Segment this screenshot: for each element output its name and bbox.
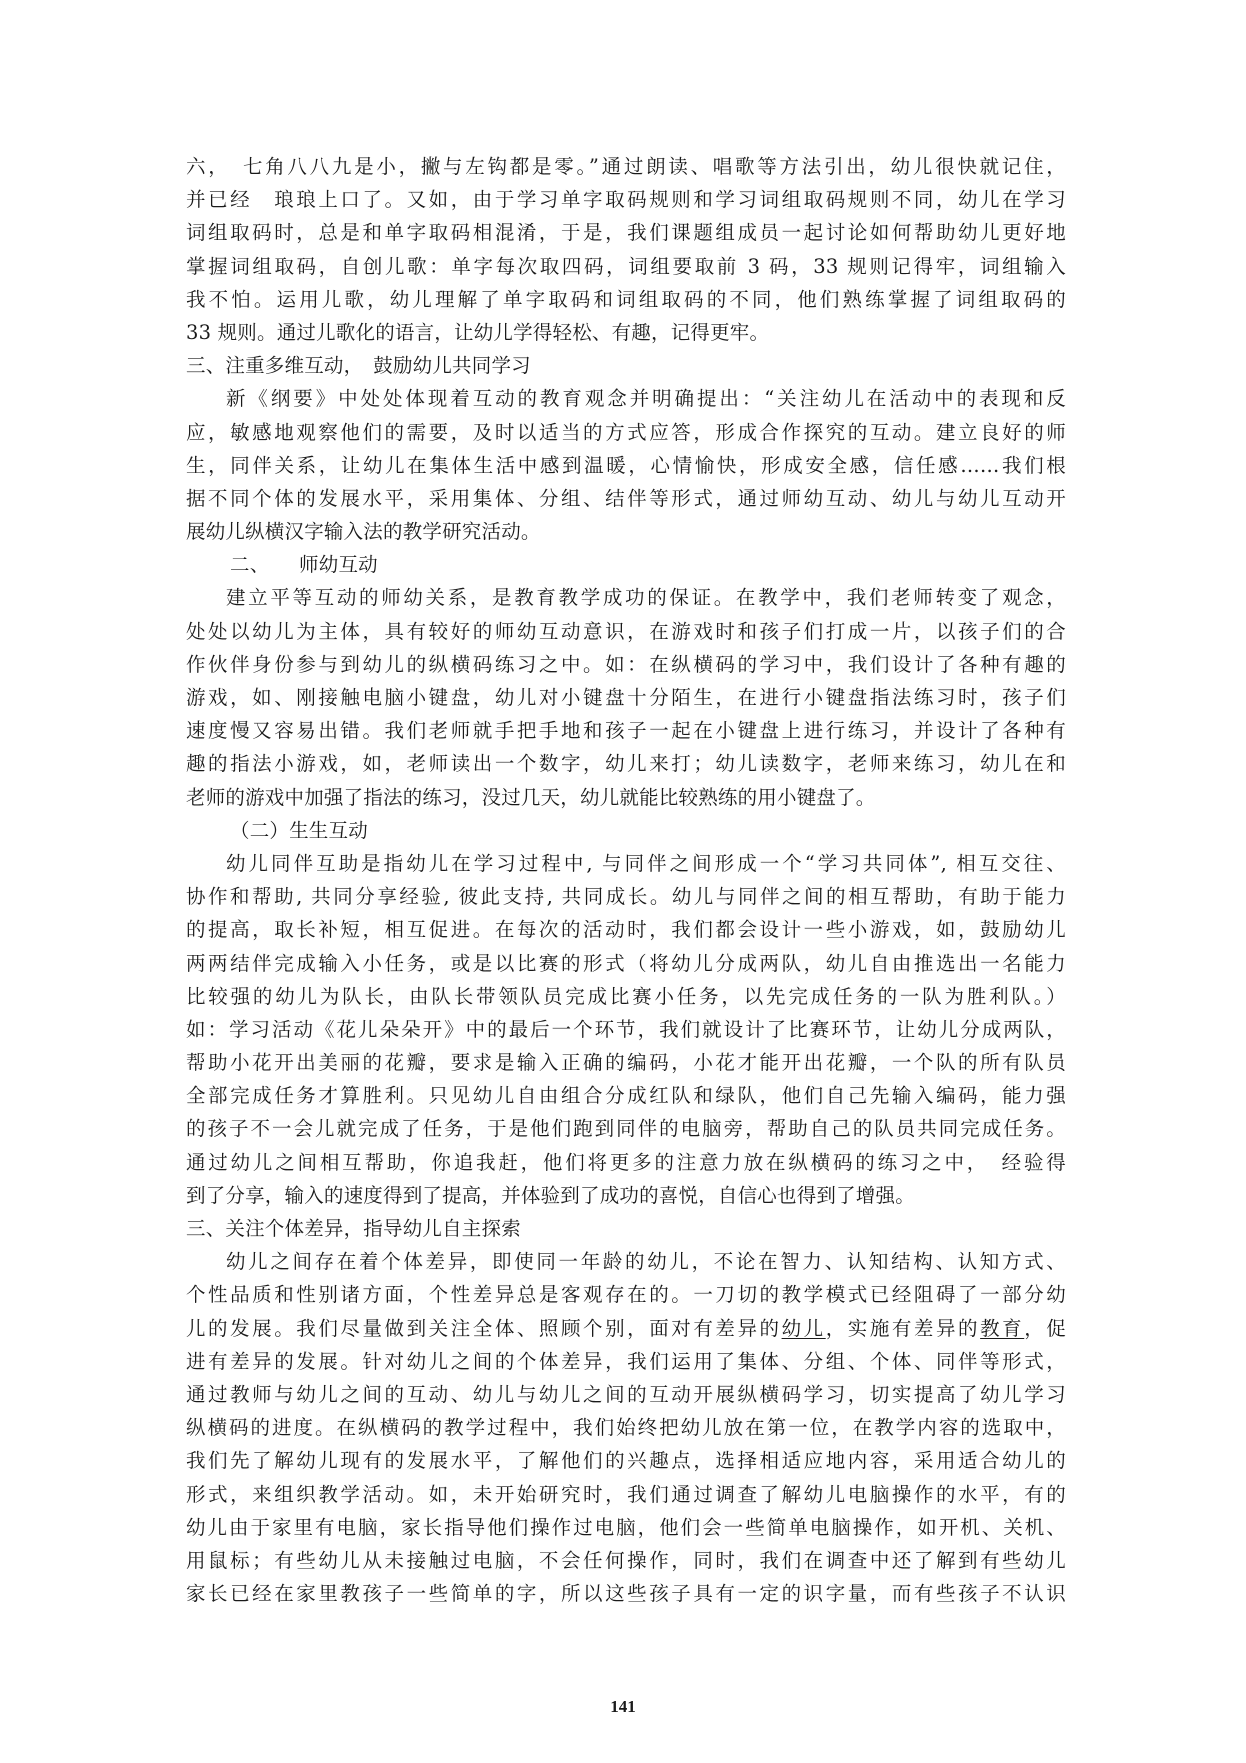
text-segment: 儿的发展。我们尽量做到关注全体、照顾个别，面对有差异的 — [186, 1316, 782, 1340]
text-line: 两两结伴完成输入小任务，或是以比赛的形式（将幼儿分成两队，幼儿自由推选出一名能力 — [186, 951, 1066, 975]
text-line: 33 规则。通过儿歌化的语言，让幼儿学得轻松、有趣，记得更牢。 — [186, 320, 770, 344]
text-line: 我不怕。运用儿歌，幼儿理解了单字取码和词组取码的不同，他们熟练掌握了词组取码的 — [186, 287, 1066, 311]
text-line: 速度慢又容易出错。我们老师就手把手地和孩子一起在小键盘上进行练习，并设计了各种有 — [186, 719, 1066, 743]
text-line: 通过幼儿之间相互帮助，你追我赶，他们将更多的注意力放在纵横码的练习之中， 经验得 — [186, 1150, 1066, 1174]
page-number: 141 — [610, 1697, 636, 1716]
text-line: 处处以幼儿为主体，具有较好的师幼互动意识，在游戏时和孩子们打成一片，以孩子们的合 — [186, 619, 1066, 643]
text-line: 个性品质和性别诸方面，个性差异总是客观存在的。一刀切的教学模式已经阻碍了一部分幼 — [186, 1283, 1066, 1307]
text-line: 掌握词组取码，自创儿歌：单字每次取四码，词组要取前 3 码，33 规则记得牢，词组输入 — [186, 254, 1066, 278]
body-text — [186, 150, 1066, 1610]
text-line: 生，同伴关系，让幼儿在集体生活中感到温暖，心情愉快，形成安全感，信任感……我们根 — [186, 453, 1066, 477]
text-line: 比较强的幼儿为队长，由队长带领队员完成比赛小任务，以先完成任务的一队为胜利队。） — [186, 984, 1066, 1008]
text-line: 纵横码的进度。在纵横码的教学过程中，我们始终把幼儿放在第一位，在教学内容的选取中， — [186, 1416, 1066, 1440]
text-line-underlined — [186, 1312, 1066, 1345]
text-line: 幼儿同伴互助是指幼儿在学习过程中, 与同伴之间形成一个“学习共同体”, 相互交往、 — [226, 851, 1066, 875]
text-line: 进有差异的发展。针对幼儿之间的个体差异，我们运用了集体、分组、个体、同伴等形式， — [186, 1349, 1066, 1373]
text-segment: ，促 — [1024, 1316, 1066, 1340]
text-line: 的提高，取长补短，相互促进。在每次的活动时，我们都会设计一些小游戏，如，鼓励幼儿 — [186, 918, 1066, 942]
text-line: 如：学习活动《花儿朵朵开》中的最后一个环节，我们就设计了比赛环节，让幼儿分成两队， — [186, 1017, 1066, 1041]
underlined-term: 教育 — [980, 1316, 1025, 1340]
text-line: 新《纲要》中处处体现着互动的教育观念并明确提出：“关注幼儿在活动中的表现和反 — [226, 387, 1066, 411]
text-line: 家长已经在家里教孩子一些简单的字，所以这些孩子具有一定的识字量，而有些孩子不认识 — [186, 1582, 1066, 1606]
text-line: 展幼儿纵横汉字输入法的教学研究活动。 — [186, 520, 541, 544]
text-line: 六， 七角八八九是小，撇与左钩都是零。”通过朗读、唱歌等方法引出，幼儿很快就记住， — [186, 155, 1066, 178]
text-line: 趣的指法小游戏，如，老师读出一个数字，幼儿来打；幼儿读数字，老师来练习，幼儿在和 — [186, 752, 1066, 776]
text-line: 据不同个体的发展水平，采用集体、分组、结伴等形式，通过师幼互动、幼儿与幼儿互动开 — [186, 486, 1066, 510]
text-line: 建立平等互动的师幼关系，是教育教学成功的保证。在教学中，我们老师转变了观念， — [226, 586, 1066, 610]
text-line: 我们先了解幼儿现有的发展水平，了解他们的兴趣点，选择相适应地内容，采用适合幼儿的 — [186, 1449, 1066, 1473]
text-line: 用鼠标；有些幼儿从未接触过电脑，不会任何操作，同时，我们在调查中还了解到有些幼儿 — [186, 1548, 1066, 1572]
text-line: 形式，来组织教学活动。如，未开始研究时，我们通过调查了解幼儿电脑操作的水平，有的 — [186, 1482, 1066, 1506]
text-line: 的孩子不一会儿就完成了任务，于是他们跑到同伴的电脑旁，帮助自己的队员共同完成任务。 — [186, 1117, 1066, 1141]
text-line: 词组取码时，总是和单字取码相混淆，于是，我们课题组成员一起讨论如何帮助幼儿更好地 — [186, 221, 1066, 245]
underlined-term: 幼儿 — [781, 1316, 826, 1340]
text-line: 全部完成任务才算胜利。只见幼儿自由组合分成红队和绿队，他们自己先输入编码，能力强 — [186, 1084, 1066, 1108]
text-line: 并已经 琅琅上口了。又如，由于学习单字取码规则和学习词组取码规则不同，幼儿在学习 — [186, 188, 1066, 212]
text-line: 协作和帮助, 共同分享经验, 彼此支持, 共同成长。幼儿与同伴之间的相互帮助，有助于能力 — [186, 885, 1066, 909]
text-line: 老师的游戏中加强了指法的练习，没过几天，幼儿就能比较熟练的用小键盘了。 — [186, 785, 876, 809]
text-line: 应，敏感地观察他们的需要，及时以适当的方式应答，形成合作探究的互动。建立良好的师 — [186, 420, 1066, 444]
subsection-heading: （二）生生互动 — [230, 818, 368, 842]
text-line: 幼儿由于家里有电脑，家长指导他们操作过电脑，他们会一些简单电脑操作，如开机、关机、 — [186, 1515, 1066, 1539]
section-heading: 三、关注个体差异，指导幼儿自主探索 — [186, 1217, 521, 1240]
section-heading: 三、注重多维互动， 鼓励幼儿共同学习 — [186, 354, 531, 378]
text-line: 游戏，如、刚接触电脑小键盘，幼儿对小键盘十分陌生，在进行小键盘指法练习时，孩子们 — [186, 686, 1066, 709]
text-line: 通过教师与幼儿之间的互动、幼儿与幼儿之间的互动开展纵横码学习，切实提高了幼儿学习 — [186, 1382, 1066, 1406]
text-line: 作伙伴身份参与到幼儿的纵横码练习之中。如：在纵横码的学习中，我们设计了各种有趣的 — [186, 652, 1066, 676]
text-line: 帮助小花开出美丽的花瓣，要求是输入正确的编码，小花才能开出花瓣，一个队的所有队员 — [186, 1051, 1066, 1075]
text-segment: ，实施有差异的 — [825, 1316, 981, 1340]
text-line: 到了分享，输入的速度得到了提高，并体验到了成功的喜悦，自信心也得到了增强。 — [186, 1183, 915, 1207]
subsection-heading: 二、 师幼互动 — [230, 553, 378, 577]
text-line: 幼儿之间存在着个体差异，即使同一年龄的幼儿，不论在智力、认知结构、认知方式、 — [226, 1250, 1066, 1274]
